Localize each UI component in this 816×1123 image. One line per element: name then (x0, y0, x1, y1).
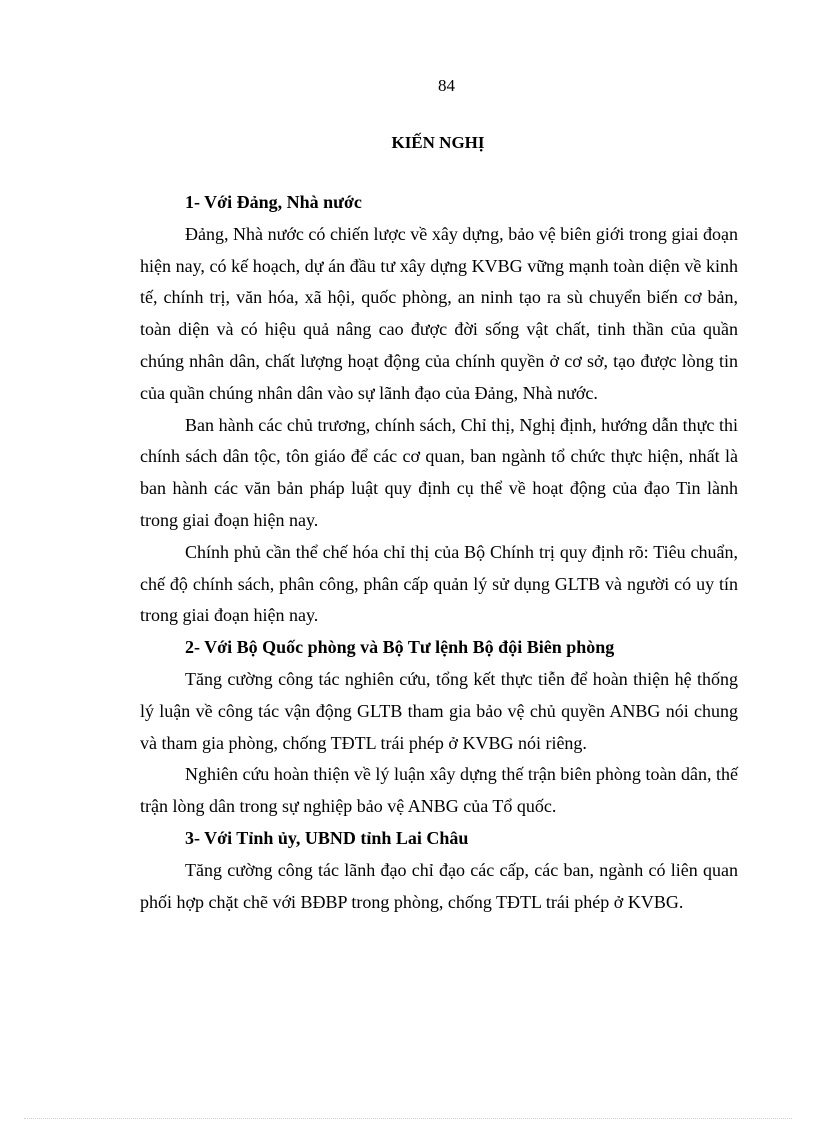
page-number: 84 (438, 76, 455, 95)
section-ministry-defense (140, 632, 738, 823)
paragraph: Tăng cường công tác nghiên cứu, tổng kết thực tiễn để hoàn thiện hệ thống lý luận về công tác vận động GLTB tham gia bảo vệ chủ quyền ANBG nói chung và tham gia phòng, chống TĐTL trái phép ở KVBG nói riêng. (140, 668, 738, 753)
page-bottom-divider (24, 1118, 792, 1119)
section-heading: 1- Với Đảng, Nhà nước (185, 192, 362, 212)
paragraph: Đảng, Nhà nước có chiến lược về xây dựng, bảo vệ biên giới trong giai đoạn hiện nay, có kế hoạch, dự án đầu tư xây dựng KVBG vững mạnh toàn diện về kinh tế, chính trị, văn hóa, xã hội, quốc phòng, an ninh tạo ra sù chuyển biến cơ bản, toàn diện và có hiệu quả nâng cao được đời sống vật chất, tinh thần của quần chúng nhân dân, chất lượng hoạt động của chính quyền ở cơ sở, tạo được lòng tin của quần chúng nhân dân vào sự lãnh đạo của Đảng, Nhà nước. (140, 223, 738, 403)
page-title: KIẾN NGHỊ (391, 133, 485, 152)
paragraph: Tăng cường công tác lãnh đạo chỉ đạo các cấp, các ban, ngành có liên quan phối hợp chặt chẽ với BĐBP trong phòng, chống TĐTL trái phép ở KVBG. (140, 859, 738, 912)
paragraph: Ban hành các chủ trương, chính sách, Chỉ thị, Nghị định, hướng dẫn thực thi chính sách dân tộc, tôn giáo để các cơ quan, ban ngành tổ chức thực hiện, nhất là ban hành các văn bản pháp luật quy định cụ thể về hoạt động của đạo Tin lành trong giai đoạn hiện nay. (140, 414, 738, 530)
section-heading: 3- Với Tỉnh ủy, UBND tỉnh Lai Châu (185, 827, 469, 848)
document-body (140, 187, 738, 918)
section-heading: 2- Với Bộ Quốc phòng và Bộ Tư lệnh Bộ đội Biên phòng (185, 637, 615, 658)
section-province-lai-chau (140, 823, 738, 918)
section-party-state (140, 187, 738, 632)
paragraph: Chính phủ cần thể chế hóa chỉ thị của Bộ Chính trị quy định rõ: Tiêu chuẩn, chế độ chính sách, phân công, phân cấp quản lý sử dụng GLTB và người có uy tín trong giai đoạn hiện nay. (140, 541, 738, 626)
paragraph: Nghiên cứu hoàn thiện về lý luận xây dựng thế trận biên phòng toàn dân, thế trận lòng dân trong sự nghiệp bảo vệ ANBG của Tổ quốc. (140, 764, 738, 817)
